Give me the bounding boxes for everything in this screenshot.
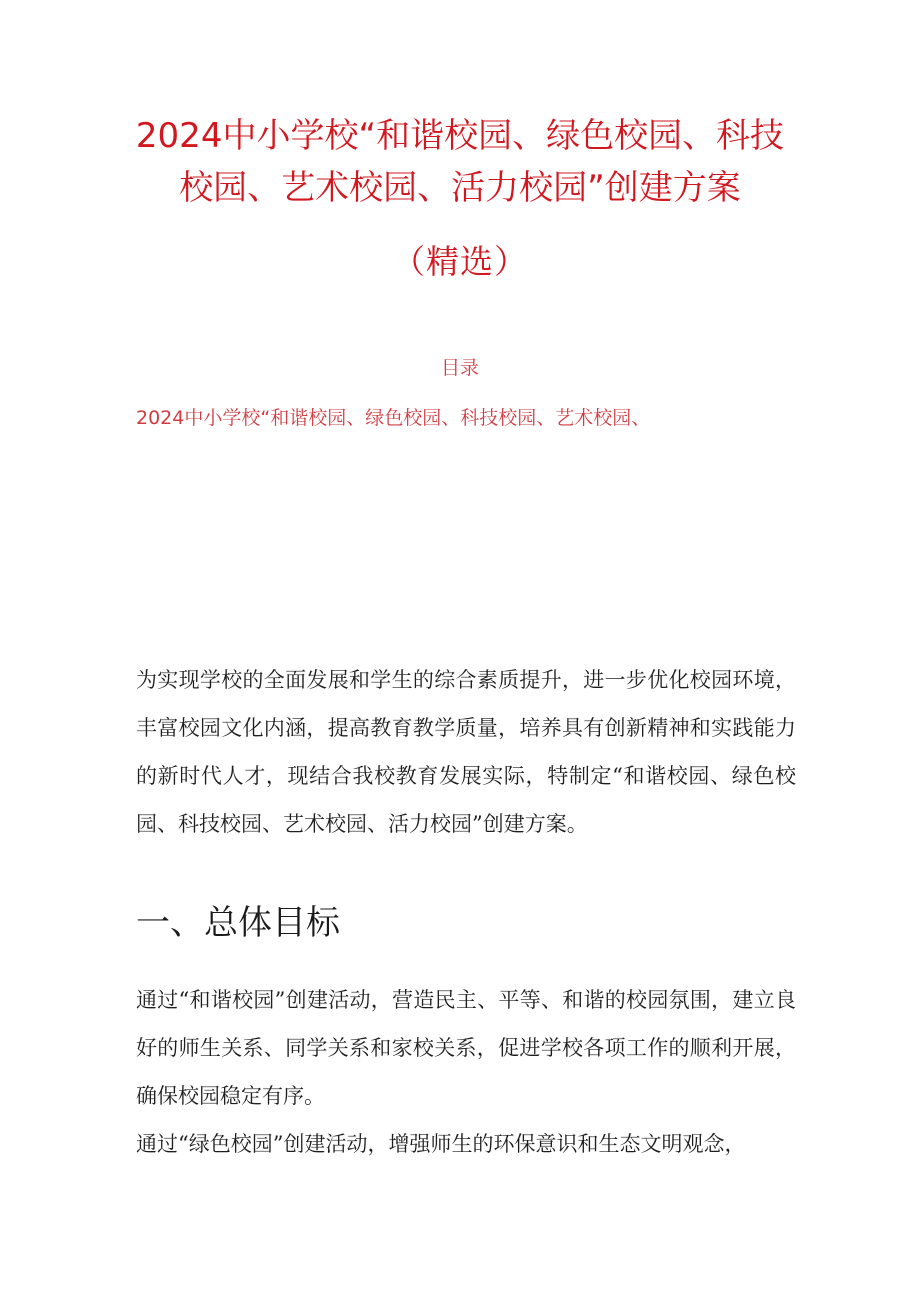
document-title-line-1: 2024中小学校“和谐校园、绿色校园、科技 (135, 116, 785, 156)
intro-paragraph: 为实现学校的全面发展和学生的综合素质提升，进一步优化校园环境，丰富校园文化内涵，提高教育教学质量，培养具有创新精神和实践能力的新时代人才，现结合我校教育发展实际，特制定“和谐校园、绿色校园、科技校园、艺术校园、活力校园”创建方案。 (136, 668, 796, 836)
section-paragraph: 通过“绿色校园”创建活动，增强师生的环保意识和生态文明观念， (136, 1132, 746, 1156)
section-paragraph: 通过“和谐校园”创建活动，营造民主、平等、和谐的校园氛围，建立良好的师生关系、同学关系和家校关系，促进学校各项工作的顺利开展，确保校园稳定有序。 (136, 988, 796, 1108)
toc-heading: 目录 (440, 357, 479, 379)
document-subtitle: （精选） (392, 242, 528, 281)
toc-entry-link[interactable]: 2024中小学校“和谐校园、绿色校园、科技校园、艺术校园、 (136, 407, 651, 429)
document-title-line-2: 校园、艺术校园、活力校园”创建方案 (179, 168, 741, 208)
section-heading-overall-goals: 一、总体目标 (136, 903, 340, 943)
